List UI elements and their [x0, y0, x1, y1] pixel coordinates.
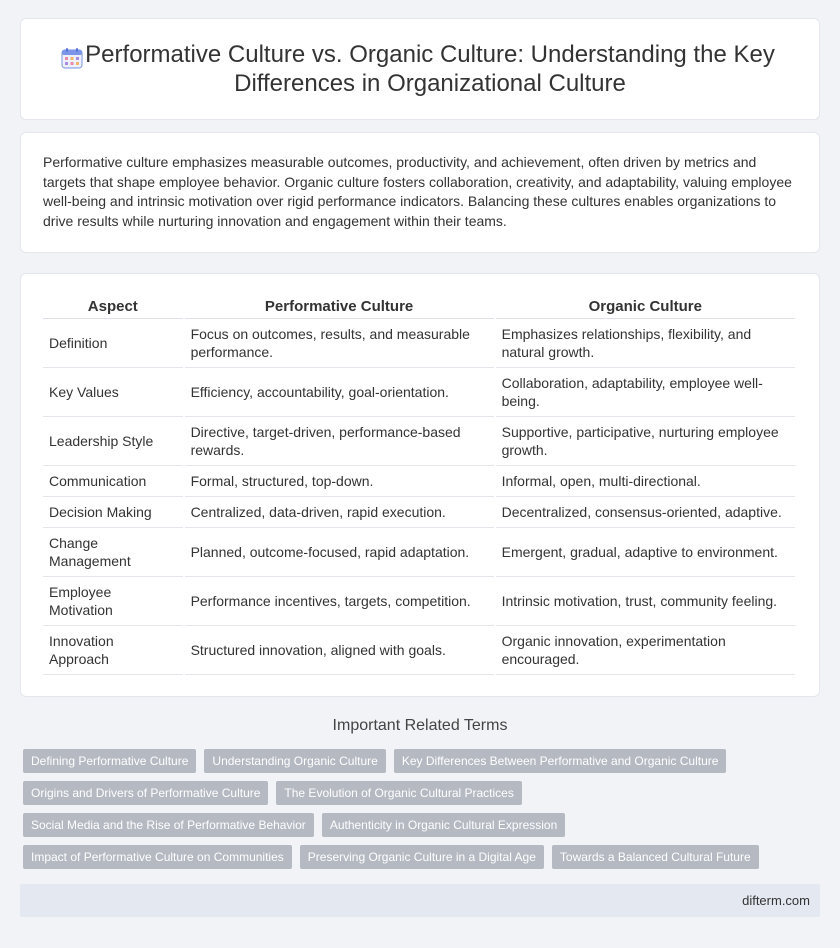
cell-aspect: Employee Motivation — [43, 577, 183, 626]
comparison-table — [41, 296, 797, 675]
related-term-tag[interactable]: Preserving Organic Culture in a Digital Age — [300, 845, 544, 869]
related-term-tag[interactable]: Understanding Organic Culture — [204, 749, 385, 773]
related-term-tag[interactable]: Impact of Performative Culture on Communities — [23, 845, 292, 869]
cell-aspect: Innovation Approach — [43, 626, 183, 675]
column-header-organic: Organic Culture — [496, 296, 795, 319]
cell-performative: Performance incentives, targets, competition. — [185, 577, 494, 626]
related-term-tag[interactable]: Authenticity in Organic Cultural Expression — [322, 813, 565, 837]
footer-bar — [20, 884, 820, 917]
related-term-tag[interactable]: Defining Performative Culture — [23, 749, 196, 773]
header-card — [20, 18, 820, 120]
table-row — [43, 417, 795, 466]
cell-organic: Collaboration, adaptability, employee well-being. — [496, 368, 795, 417]
cell-aspect: Change Management — [43, 528, 183, 577]
page-title: Performative Culture vs. Organic Culture: Understanding the Key Differences in Organizational Culture — [85, 41, 775, 97]
column-header-performative: Performative Culture — [185, 296, 494, 319]
cell-organic: Informal, open, multi-directional. — [496, 466, 795, 497]
cell-aspect: Key Values — [43, 368, 183, 417]
related-term-tag[interactable]: Origins and Drivers of Performative Culture — [23, 781, 268, 805]
cell-performative: Directive, target-driven, performance-based rewards. — [185, 417, 494, 466]
table-row — [43, 368, 795, 417]
column-header-aspect: Aspect — [43, 296, 183, 319]
table-row — [43, 466, 795, 497]
comparison-table-card — [20, 273, 820, 697]
cell-organic: Decentralized, consensus-oriented, adaptive. — [496, 497, 795, 528]
cell-organic: Organic innovation, experimentation encouraged. — [496, 626, 795, 675]
table-header-row — [43, 296, 795, 319]
intro-paragraph: Performative culture emphasizes measurable outcomes, productivity, and achievement, often driven by metrics and targets that shape employee behavior. Organic culture fosters collaboration, creativity, and adaptability, valuing employee well-being and intrinsic motivation over rigid performance indicators. Balancing these cultures enables organizations to drive results while nurturing innovation and engagement within their teams. — [43, 154, 792, 229]
cell-aspect: Communication — [43, 466, 183, 497]
table-row — [43, 319, 795, 368]
related-terms-list — [23, 749, 823, 877]
table-row — [43, 497, 795, 528]
related-term-tag[interactable]: Key Differences Between Performative and Organic Culture — [394, 749, 727, 773]
cell-performative: Structured innovation, aligned with goals. — [185, 626, 494, 675]
related-term-tag[interactable]: The Evolution of Organic Cultural Practices — [276, 781, 521, 805]
cell-organic: Supportive, participative, nurturing employee growth. — [496, 417, 795, 466]
table-row — [43, 577, 795, 626]
intro-card — [20, 132, 820, 253]
cell-performative: Focus on outcomes, results, and measurable performance. — [185, 319, 494, 368]
cell-performative: Formal, structured, top-down. — [185, 466, 494, 497]
related-term-tag[interactable]: Social Media and the Rise of Performative Behavior — [23, 813, 314, 837]
cell-organic: Emergent, gradual, adaptive to environment. — [496, 528, 795, 577]
cell-organic: Intrinsic motivation, trust, community feeling. — [496, 577, 795, 626]
cell-aspect: Definition — [43, 319, 183, 368]
table-row — [43, 528, 795, 577]
related-terms-heading: Important Related Terms — [332, 717, 508, 734]
cell-performative: Planned, outcome-focused, rapid adaptation. — [185, 528, 494, 577]
footer-site-link[interactable]: difterm.com — [742, 893, 810, 908]
table-row — [43, 626, 795, 675]
cell-performative: Centralized, data-driven, rapid execution. — [185, 497, 494, 528]
cell-aspect: Leadership Style — [43, 417, 183, 466]
cell-performative: Efficiency, accountability, goal-orientation. — [185, 368, 494, 417]
cell-organic: Emphasizes relationships, flexibility, and natural growth. — [496, 319, 795, 368]
cell-aspect: Decision Making — [43, 497, 183, 528]
related-term-tag[interactable]: Towards a Balanced Cultural Future — [552, 845, 759, 869]
